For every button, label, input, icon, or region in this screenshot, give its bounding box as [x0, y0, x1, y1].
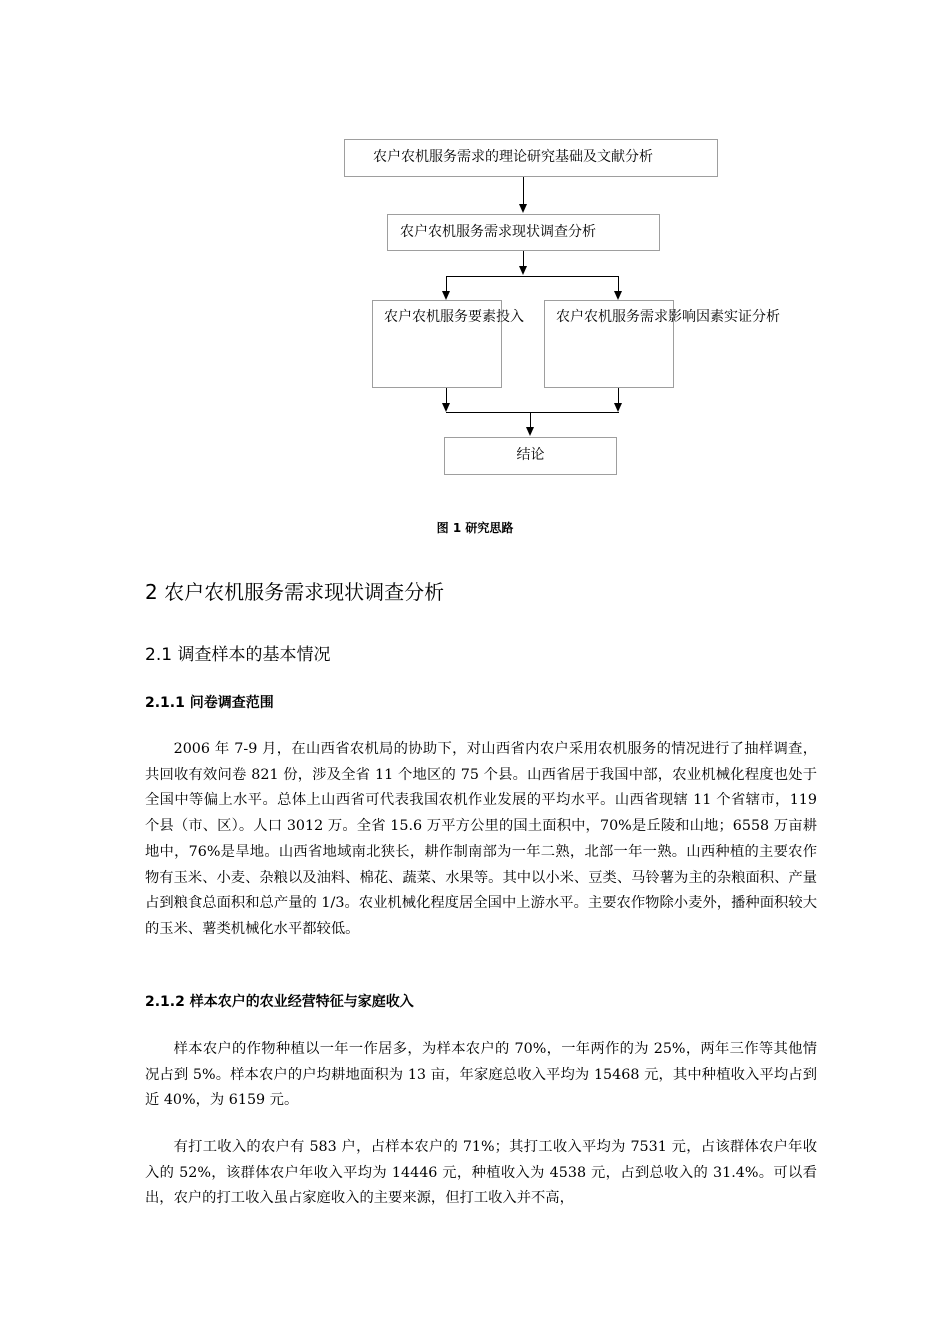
subsubsection-heading-1: 2.1.1 问卷调查范围 — [145, 695, 274, 711]
connector — [446, 412, 619, 413]
node-theory-label: 农户农机服务需求的理论研究基础及文献分析 — [373, 149, 653, 165]
arrow-head — [442, 403, 450, 412]
node-survey-label: 农户农机服务需求现状调查分析 — [400, 224, 596, 240]
connector — [618, 276, 619, 291]
arrow-head — [442, 291, 450, 300]
node-factors-label: 农户农机服务需求影响因素实证分析 — [556, 309, 780, 325]
node-conclusion-label: 结论 — [516, 447, 545, 463]
node-conclusion — [444, 437, 617, 475]
node-theory — [344, 139, 718, 177]
node-inputs-label: 农户农机服务要素投入 — [384, 309, 524, 325]
arrow-head — [526, 427, 534, 436]
paragraph-migrant-income: 有打工收入的农户有 583 户，占样本农户的 71%；其打工收入平均为 7531 元，占该群体农户年收入的 52%，该群体农户年收入平均为 14446 元，种植收入为 4538 元，占到总收入的 31.4%。可以看出，农户的打工收入虽占家庭收入的主要来源，但打工收入并不高， — [145, 1139, 817, 1207]
arrow-head — [614, 291, 622, 300]
subsection-heading: 2.1 调查样本的基本情况 — [145, 645, 331, 665]
connector — [523, 251, 524, 267]
section-heading: 2 农户农机服务需求现状调查分析 — [145, 580, 445, 604]
arrow-head — [519, 266, 527, 275]
connector — [446, 276, 447, 291]
connector — [446, 388, 447, 403]
node-survey — [387, 214, 660, 251]
subsubsection-heading-2: 2.1.2 样本农户的农业经营特征与家庭收入 — [145, 994, 414, 1010]
connector — [446, 276, 619, 277]
arrow-head — [519, 204, 527, 213]
figure-caption: 图 1 研究思路 — [436, 521, 514, 535]
paragraph-survey-scope: 2006 年 7-9 月，在山西省农机局的协助下，对山西省内农户采用农机服务的情况进行了抽样调查，共回收有效问卷 821 份，涉及全省 11 个地区的 75 个县。山西省居于我国中部，农业机械化程度也处于全国中等偏上水平。总体上山西省可代表我国农机作业发展的平均水平。山西省现辖 11 个省辖市，119 个县（市、区）。人口 3012 万。全省 15.6 万平方公里的国土面积中，70%是丘陵和山地；6558 万亩耕地中，76%是旱地。山西省地域南北狭长，耕作制南部为一年二熟，北部一年一熟。山西种植的主要农作物有玉米、小麦、杂粮以及油料、棉花、蔬菜、水果等。其中以小米、豆类、马铃薯为主的杂粮面积、产量占到粮食总面积和总产量的 1/3。农业机械化程度居全国中上游水平。主要农作物除小麦外，播种面积较大的玉米、薯类机械化水平都较低。 — [145, 741, 817, 937]
connector — [530, 412, 531, 428]
connector — [523, 177, 524, 205]
arrow-head — [614, 403, 622, 412]
paragraph-farm-characteristics: 样本农户的作物种植以一年一作居多，为样本农户的 70%，一年两作的为 25%，两年三作等其他情况占到 5%。样本农户的户均耕地面积为 13 亩，年家庭总收入平均为 15468 元，其中种植收入平均占到近 40%，为 6159 元。 — [145, 1041, 817, 1109]
connector — [618, 388, 619, 403]
